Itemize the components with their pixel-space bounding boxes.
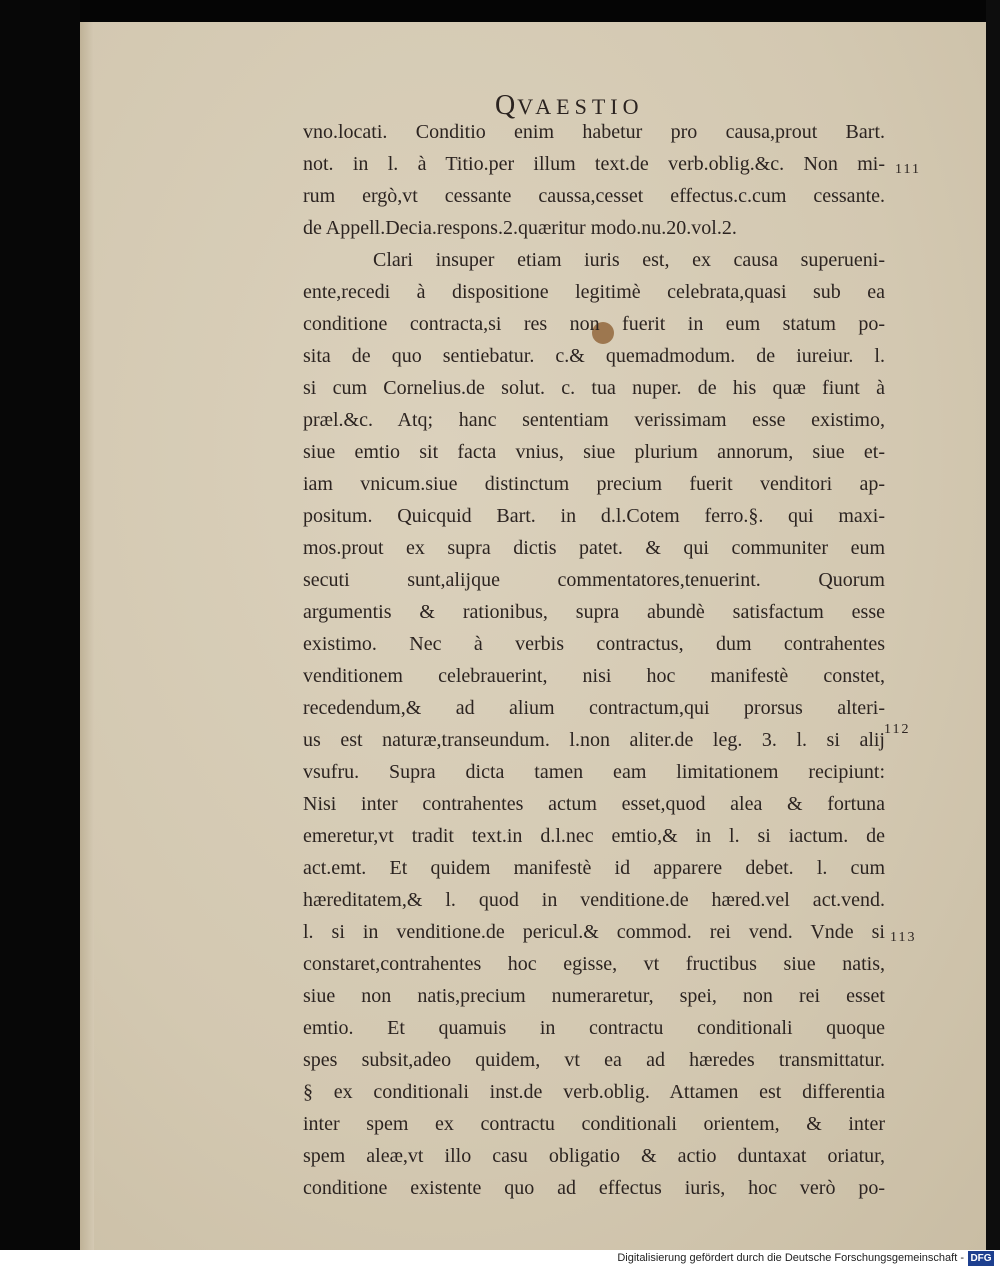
scan-left-border bbox=[0, 0, 80, 1250]
scan-right-border bbox=[986, 0, 1000, 1250]
text-line: mos.prout ex supra dictis patet. & qui communiter eum bbox=[303, 537, 885, 559]
gutter-shadow bbox=[80, 22, 94, 1250]
footer-credit: Digitalisierung gefördert durch die Deutsche Forschungsgemeinschaft - bbox=[617, 1252, 964, 1264]
text-line: inter spem ex contractu conditionali orientem, & inter bbox=[303, 1113, 885, 1135]
dfg-logo: DFG bbox=[968, 1251, 994, 1266]
text-line: siue non natis,precium numeraretur, spei, non rei esset bbox=[303, 985, 885, 1007]
text-line: constaret,contrahentes hoc egisse, vt fructibus siue natis, bbox=[303, 953, 885, 975]
text-line: de Appell.Decia.respons.2.quæritur modo.nu.20.vol.2. bbox=[303, 217, 737, 239]
text-line: ente,recedi à dispositione legitimè celebrata,quasi sub ea bbox=[303, 281, 885, 303]
text-line: iam vnicum.siue distinctum precium fuerit venditori ap- bbox=[303, 473, 885, 495]
text-line: rum ergò,vt cessante caussa,cesset effectus.c.cum cessante. bbox=[303, 185, 885, 207]
body-text bbox=[303, 116, 885, 1204]
text-line: argumentis & rationibus, supra abundè satisfactum esse bbox=[303, 601, 885, 623]
text-line: positum. Quicquid Bart. in d.l.Cotem ferro.§. qui maxi- bbox=[303, 505, 885, 527]
text-line: act.emt. Et quidem manifestè id apparere debet. l. cum bbox=[303, 857, 885, 879]
text-line: venditionem celebrauerint, nisi hoc manifestè constet, bbox=[303, 665, 885, 687]
text-line: not. in l. à Titio.per illum text.de verb.oblig.&c. Non mi- bbox=[303, 153, 885, 175]
text-line: conditione existente quo ad effectus iuris, hoc verò po- bbox=[303, 1177, 885, 1199]
running-head-rest: VAESTIO bbox=[517, 94, 644, 119]
text-line: vsufru. Supra dicta tamen eam limitationem recipiunt: bbox=[303, 761, 885, 783]
text-line: hæreditatem,& l. quod in venditione.de hæred.vel act.vend. bbox=[303, 889, 885, 911]
text-line: emeretur,vt tradit text.in d.l.nec emtio,& in l. si iactum. de bbox=[303, 825, 885, 847]
text-line: recedendum,& ad alium contractum,qui prorsus alteri- bbox=[303, 697, 885, 719]
running-head-initial: Q bbox=[495, 90, 518, 121]
text-line: sita de quo sentiebatur. c.& quemadmodum. de iureiur. l. bbox=[303, 345, 885, 367]
text-line: § ex conditionali inst.de verb.oblig. Attamen est differentia bbox=[303, 1081, 885, 1103]
text-line: Nisi inter contrahentes actum esset,quod alea & fortuna bbox=[303, 793, 885, 815]
text-line: secuti sunt,alijque commentatores,tenuerint. Quorum bbox=[303, 569, 885, 591]
margin-number: 111 bbox=[895, 162, 921, 177]
text-line: us est naturæ,transeundum. l.non aliter.de leg. 3. l. si alij bbox=[303, 729, 885, 751]
text-line: spes subsit,adeo quidem, vt ea ad hæredes transmittatur. bbox=[303, 1049, 885, 1071]
text-line: si cum Cornelius.de solut. c. tua nuper. de his quæ fiunt à bbox=[303, 377, 885, 399]
text-line: Clari insuper etiam iuris est, ex causa superueni- bbox=[373, 249, 885, 271]
text-line: existimo. Nec à verbis contractus, dum contrahentes bbox=[303, 633, 885, 655]
text-line: spem aleæ,vt illo casu obligatio & actio duntaxat oriatur, bbox=[303, 1145, 885, 1167]
margin-number: 112 bbox=[884, 722, 911, 737]
text-line: siue emtio sit facta vnius, siue plurium annorum, siue et- bbox=[303, 441, 885, 463]
text-line: emtio. Et quamuis in contractu conditionali quoque bbox=[303, 1017, 885, 1039]
margin-number: 113 bbox=[890, 930, 917, 945]
text-line: præl.&c. Atq; hanc sententiam verissimam esse existimo, bbox=[303, 409, 885, 431]
text-line: l. si in venditione.de pericul.& commod. rei vend. Vnde si bbox=[303, 921, 885, 943]
text-line: conditione contracta,si res non fuerit in eum statum po- bbox=[303, 313, 885, 335]
text-line: vno.locati. Conditio enim habetur pro causa,prout Bart. bbox=[303, 121, 885, 143]
